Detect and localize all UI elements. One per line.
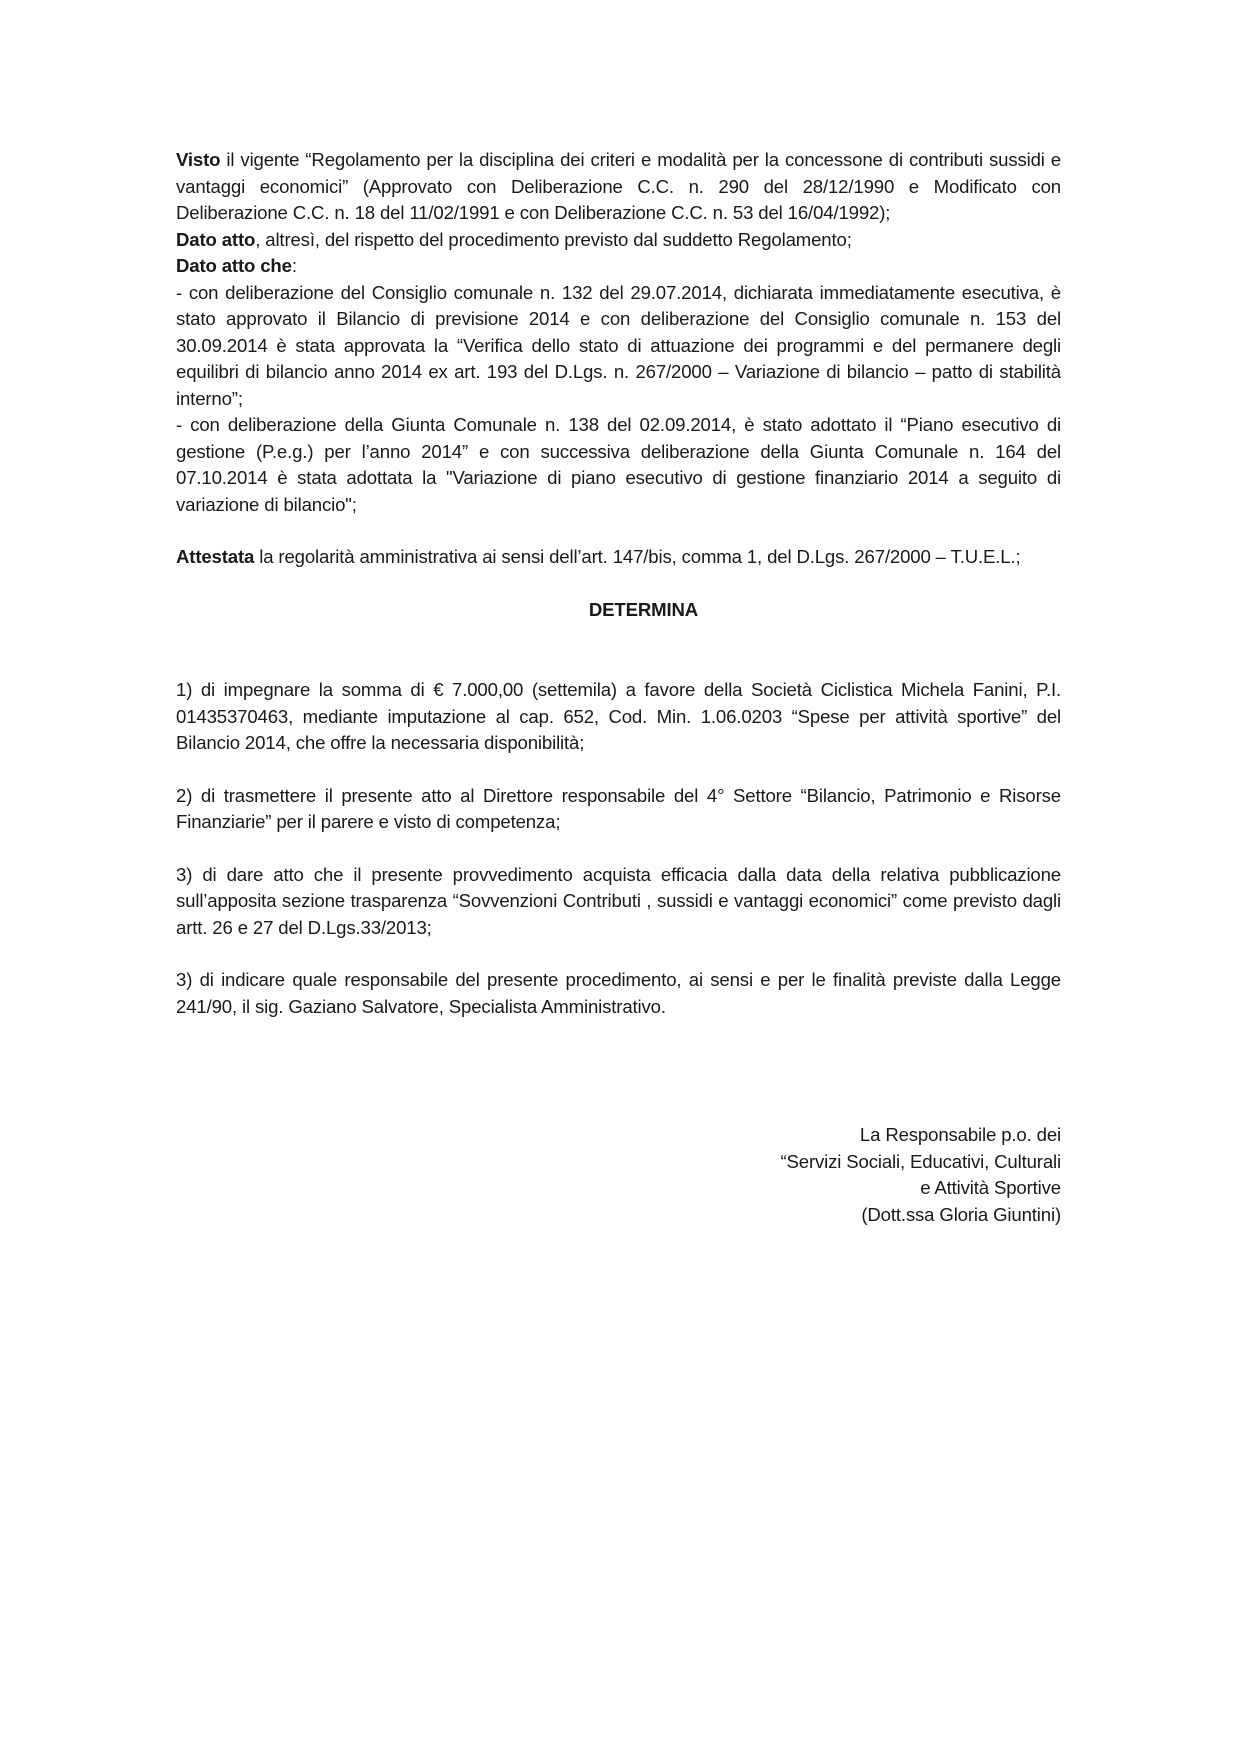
spacer xyxy=(176,941,1061,967)
premise-item-2: - con deliberazione della Giunta Comunale n. 138 del 02.09.2014, è stato adottato il “Piano esecutivo di gestione (P.e.g.) per l’anno 2014” e con successiva deliberazione della Giunta Comunale n. 164 del 07.10.2014 è stata adottata la "Variazione di piano esecutivo di gestione finanziario 2014 a seguito di variazione di bilancio"; xyxy=(176,414,1061,515)
dato-atto-che-paragraph xyxy=(176,253,1061,280)
spacer xyxy=(176,1020,1061,1122)
spacer xyxy=(176,623,1061,677)
dato-atto-che-text: : xyxy=(291,255,297,276)
spacer xyxy=(176,571,1061,597)
spacer xyxy=(176,836,1061,862)
dato-atto-che-label: Dato atto che xyxy=(176,255,292,276)
attestata-paragraph xyxy=(176,544,1061,571)
premise-item-1: - con deliberazione del Consiglio comunale n. 132 del 29.07.2014, dichiarata immediatamente esecutiva, è stato approvato il Bilancio di previsione 2014 e con deliberazione del Consiglio comunale n. 153 del 30.09.2014 è stata approvata la “Verifica dello stato di attuazione dei programmi e del permanere degli equilibri di bilancio anno 2014 ex art. 193 del D.Lgs. n. 267/2000 – Variazione di bilancio – patto di stabilità interno”; xyxy=(176,281,1061,409)
visto-label: Visto xyxy=(176,149,221,170)
signature-line-3: e Attività Sportive xyxy=(920,1177,1061,1198)
visto-paragraph xyxy=(176,147,1061,227)
signature-block xyxy=(176,1122,1061,1228)
signature-line-2: “Servizi Sociali, Educativi, Culturali xyxy=(780,1150,1061,1172)
determination-item-4: 3) di indicare quale responsabile del presente procedimento, ai sensi e per le finalità previste dalla Legge 241/90, il sig. Gaziano Salvatore, Specialista Amministrativo. xyxy=(176,969,1061,1017)
document-page xyxy=(176,147,1061,1228)
determination-item-2: 2) di trasmettere il presente atto al Direttore responsabile del 4° Settore “Bilancio, Patrimonio e Risorse Finanziarie” per il parere e visto di competenza; xyxy=(176,784,1061,832)
attestata-label: Attestata xyxy=(176,546,255,567)
determination-item-1: 1) di impegnare la somma di € 7.000,00 (settemila) a favore della Società Ciclistica Michela Fanini, P.I. 01435370463, mediante imputazione al cap. 652, Cod. Min. 1.06.0203 “Spese per attività sportive” del Bilancio 2014, che offre la necessaria disponibilità; xyxy=(176,679,1061,753)
determina-heading: DETERMINA xyxy=(588,598,699,620)
signature-line-4: (Dott.ssa Gloria Giuntini) xyxy=(861,1203,1061,1225)
dato-atto-paragraph xyxy=(176,227,1061,254)
signature-line-1: La Responsabile p.o. dei xyxy=(859,1124,1061,1145)
visto-text: il vigente “Regolamento per la disciplina dei criteri e modalità per la concessone di contributi sussidi e vantaggi economici” (Approvato con Deliberazione C.C. n. 290 del 28/12/1990 e Modificato con Deliberazione C.C. n. 18 del 11/02/1991 e con Deliberazione C.C. n. 53 del 16/04/1992); xyxy=(176,149,1061,223)
spacer xyxy=(176,518,1061,544)
determination-item-3: 3) di dare atto che il presente provvedimento acquista efficacia dalla data della relativa pubblicazione sull’apposita sezione trasparenza “Sovvenzioni Contributi , sussidi e vantaggi economici” come previsto dagli artt. 26 e 27 del D.Lgs.33/2013; xyxy=(176,863,1061,938)
spacer xyxy=(176,757,1061,783)
attestata-text: la regolarità amministrativa ai sensi dell’art. 147/bis, comma 1, del D.Lgs. 267/2000 – T.U.E.L.; xyxy=(254,546,1021,567)
dato-atto-text: , altresì, del rispetto del procedimento previsto dal suddetto Regolamento; xyxy=(255,228,852,250)
dato-atto-label: Dato atto xyxy=(176,228,256,250)
